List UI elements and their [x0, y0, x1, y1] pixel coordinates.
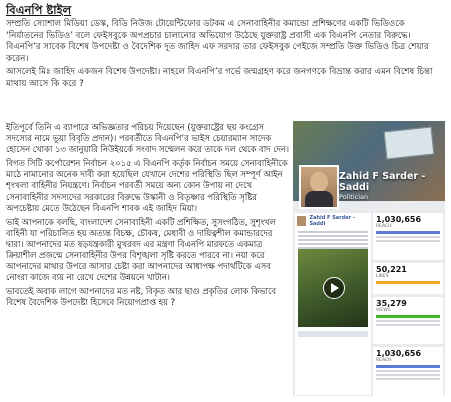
stat-number: 50,221 [376, 265, 407, 274]
stat-number: 1,030,656 [376, 215, 422, 224]
protest-sign-image [384, 127, 435, 160]
profile-picture [299, 165, 339, 209]
profile-name: Zahid F Sarder - Saddi [339, 171, 426, 193]
stat-card [373, 297, 443, 344]
page-title: বিএনপি ষ্টাইল [6, 3, 72, 17]
facebook-screenshot-collage [293, 121, 445, 396]
body-paragraph: বিগত সিটি কর্পোরেশন নির্বাচন ২০১৫ এ বিএনপি কর্তৃক নির্বাচন সময়ে সেনাবাহিনীকে মাঠে নামানোর অনেক দাবী করা হয়েছিল যেখানে দেশের পরিস্থিতি ছিল সম্পূর্ণ আইন শৃংখলা বাহিনীর নিয়ন্ত্রণে। নির্বাচন পরবর্তী সময়ে অন্য কোন উপায় না দেখে সেনাবাহিনীর সদস্যদের সরকারের বিরুদ্ধে উস্কানী ও বিতৃষ্ণার পরিস্থিতি সৃষ্টির অপচেষ্টায় মেতে উঠেছেন বিএনপি শাবক এই জাহিদ মিয়া। [6, 158, 288, 213]
stat-card [373, 347, 443, 396]
stat-number: 35,279 [376, 299, 407, 308]
likes-bar [298, 331, 368, 337]
body-paragraph: ভাই আপনাকে বলছি, বাংলাদেশ সেনাবাহিনী একটি প্রশিক্ষিত, সুসংগঠিত, সুশৃংখল বাহিনী যা পরিচালিত হয় অত্যন্ত বিচক্ষ, চৌকষ, মেধাবী ও দায়িত্বশীল কমান্ডারদের দ্বারা। আপনাদের মত ষড়যন্ত্রকারী মুখরবদ এর মন্ত্রণা বিএনপি মারফতে একমাত্র ক্রিয়াশীল প্রজন্মে সেনাবাহিনীর উপর বিশৃঙ্খলা সৃষ্টি করতে পারবে না। নয়া করে আপনাদের মাথার উপরে আসার চেষ্টা করা আপনাদের আধাপক্ষ পদার্থটিকে এসব নোংরা কাজে ব্যয় না রেখে দেশের উন্নয়নে খাটান। [6, 216, 276, 283]
stat-label: LIKES [376, 274, 389, 279]
stat-label: VIEWS [376, 308, 391, 313]
facebook-post [295, 213, 371, 395]
stat-card [373, 263, 443, 294]
profile-subtitle: Politician [339, 193, 369, 201]
intro-paragraph: আসলেই মিঃ জাহিদ একজন বিশেষ উপদেষ্টা। নাহলে বিএনপি’র গর্ভে জন্মগ্রহণ করে জনগণকে বিভ্রান্ত করার এমন বিশেষ চিন্তা মাথায় আসে কি করে ? [6, 67, 433, 89]
article-body [6, 122, 292, 312]
stat-label: REACH [376, 358, 392, 363]
body-paragraph: ইতিপূর্বে তিনি এ ব্যাপারে অভিজ্ঞতার পরিচয় দিয়েছেন (যুক্তরাষ্ট্রের ছয় কংগ্রেস সদস্যের নামে ভূয়া বিবৃতি প্রদান)। পরবর্তীতে বিএনপি’র ভাইস চেয়ারম্যান সাদেক হোসেন খোকা ১৩ জানুয়ারি নিউইয়র্কে সংবাদ সম্মেলন করে তাকে দল থেকে বাদ দেন। [6, 122, 289, 155]
video-thumbnail[interactable] [298, 249, 368, 327]
stat-card [373, 213, 443, 260]
body-paragraph: ভাবতেই অবাক লাগে আপনাদের মত নষ্ট, বিকৃত আর ছাগু প্রকৃতির লোক কিভাবে বিশেষ বৈদেশিক উপদেষ্টা হিসেবে নিয়োগপ্রাপ্ত হয় ? [6, 286, 276, 308]
insights-column [373, 213, 443, 396]
play-icon[interactable] [323, 277, 345, 299]
intro-section [6, 19, 444, 93]
avatar [297, 216, 306, 226]
post-header [295, 213, 371, 229]
stat-number: 1,030,656 [376, 349, 422, 358]
post-author: Zahid F Sarder - Saddi [309, 215, 355, 227]
intro-paragraph: সম্প্রতি স্যোশাল মিডিয়া ডেস্ক, বিডি নিউজ টোয়েন্টিফোর ডটকম এ সেনাবাহিনীর কমান্ডো প্রশিক্ষণের একটি ভিডিওকে ‘নির্যাতনের ভিডিও’ বলে ফেইসবুকে অপপ্রচার চালানোর অভিযোগ উঠেছে যুক্তরাষ্ট্র প্রবাসী এক বিএনপি নেতার বিরুদ্ধে। বিএনপি’র সাবেক বিশেষ উপদেষ্টা ও বৈদেশিক দূত জাহিদ এফ সরদার তার ফেইসবুক পেইজে সম্প্রতি উক্ত ভিডিও চিত্র শেয়ার করেন। [6, 19, 429, 64]
stat-label: REACH [376, 224, 392, 229]
